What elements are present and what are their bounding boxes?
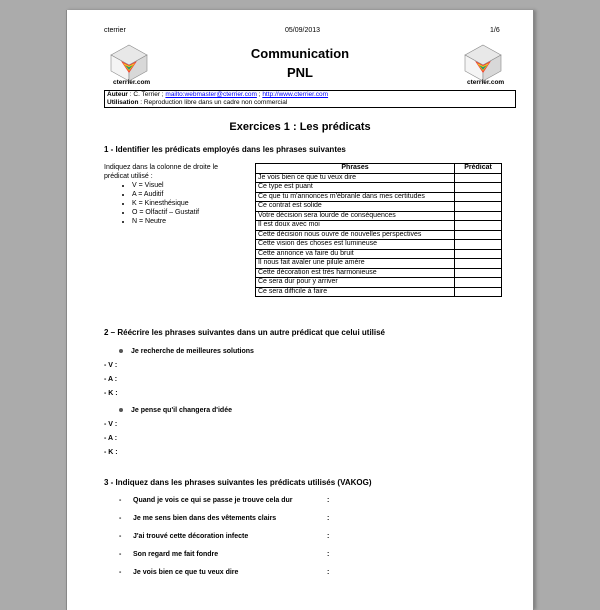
row-colon: : <box>327 497 330 504</box>
row-dash: - <box>119 515 122 522</box>
predicate-cell[interactable] <box>455 287 502 297</box>
table-row <box>256 268 502 278</box>
predicate-cell[interactable] <box>455 278 502 288</box>
table-row <box>256 211 502 221</box>
intro-line-1: Indiquez dans la colonne de droite le <box>104 164 219 171</box>
document-page <box>66 10 534 610</box>
label-k: - K : <box>104 390 118 397</box>
bullet-icon <box>119 408 123 412</box>
row-colon: : <box>327 551 330 558</box>
table-row <box>256 278 502 288</box>
author-value: : C. Terrier ; <box>127 91 166 98</box>
row-colon: : <box>327 569 330 576</box>
legend-item: • K = Kinesthésique <box>132 199 244 208</box>
phrase-cell: Ce sera difficile à faire <box>256 287 455 297</box>
table-row <box>256 221 502 231</box>
label-a: - A : <box>104 435 118 442</box>
predicate-cell[interactable] <box>455 211 502 221</box>
phrase-cell: Cette décision nous ouvre de nouvelles perspectives <box>256 230 455 240</box>
section2-item-2-text: Je pense qu'il changera d'idée <box>131 407 232 414</box>
phrase-cell: Cette vision des choses est lumineuse <box>256 240 455 250</box>
phrase-cell: Cette annonce va faire du bruit <box>256 249 455 259</box>
legend-item: • V = Visuel <box>132 181 244 190</box>
usage-line <box>107 99 513 107</box>
predicate-cell[interactable] <box>455 221 502 231</box>
header-page-number: 1/6 <box>490 27 500 34</box>
predicate-cell[interactable] <box>455 259 502 269</box>
row-colon: : <box>327 533 330 540</box>
section3-heading: 3 - Indiquez dans les phrases suivantes les prédicats utilisés (VAKOG) <box>104 478 372 487</box>
legend-item: • O = Olfactif – Gustatif <box>132 208 244 217</box>
section2-item-1-text: Je recherche de meilleures solutions <box>131 348 254 355</box>
table-row <box>256 240 502 250</box>
logo-right-text: cterrier.com <box>467 79 505 86</box>
label-a: - A : <box>104 376 118 383</box>
predicate-cell[interactable] <box>455 183 502 193</box>
section2-item-2 <box>119 407 232 414</box>
predicate-cell[interactable] <box>455 173 502 183</box>
predicate-cell[interactable] <box>455 249 502 259</box>
section1-heading: 1 - Identifier les prédicats employés dans les phrases suivantes <box>104 145 346 154</box>
row-colon: : <box>327 515 330 522</box>
section1-intro <box>104 163 244 226</box>
exercise-title: Exercices 1 : Les prédicats <box>229 121 371 133</box>
row-dash: - <box>119 551 122 558</box>
legend-item: • N = Neutre <box>132 217 244 226</box>
site-link[interactable]: http://www.cterrier.com <box>262 91 329 98</box>
phrase-cell: Il est doux avec moi <box>256 221 455 231</box>
intro-line-2: prédicat utilisé : <box>104 173 153 180</box>
phrase-cell: Cette décoration est très harmonieuse <box>256 268 455 278</box>
phrase-cell: Votre décision sera lourde de conséquences <box>256 211 455 221</box>
row-text: Son regard me fait fondre <box>133 551 219 558</box>
table-header-row <box>256 164 502 174</box>
row-dash: - <box>119 497 122 504</box>
phrase-cell: Ce type est puant <box>256 183 455 193</box>
table-row <box>256 202 502 212</box>
header-date: 05/09/2013 <box>285 27 321 34</box>
predicates-table <box>255 163 502 297</box>
logo-left-text: cterrier.com <box>113 79 151 86</box>
legend-item: • A = Auditif <box>132 190 244 199</box>
table-row <box>256 259 502 269</box>
phrase-cell: Il nous fait avaler une pilule amère <box>256 259 455 269</box>
table-row <box>256 173 502 183</box>
author-label: Auteur <box>107 91 128 98</box>
label-k: - K : <box>104 449 118 456</box>
row-text: J'ai trouvé cette décoration infecte <box>133 533 249 540</box>
section2-heading: 2 – Réécrire les phrases suivantes dans un autre prédicat que celui utilisé <box>104 328 386 337</box>
predicate-legend <box>104 181 244 226</box>
row-text: Je me sens bien dans des vêtements clairs <box>133 515 277 522</box>
row-dash: - <box>119 533 122 540</box>
table-row <box>256 230 502 240</box>
predicate-cell[interactable] <box>455 240 502 250</box>
row-text: Je vois bien ce que tu veux dire <box>133 569 239 576</box>
predicate-cell[interactable] <box>455 192 502 202</box>
label-v: - V : <box>104 362 118 369</box>
predicate-cell[interactable] <box>455 268 502 278</box>
header-author: cterrier <box>104 27 126 34</box>
phrase-cell: Je vois bien ce que tu veux dire <box>256 173 455 183</box>
table-row <box>256 183 502 193</box>
info-separator: ; <box>256 91 263 98</box>
row-text: Quand je vois ce qui se passe je trouve cela dur <box>133 497 293 504</box>
document-title: Communication <box>250 46 350 61</box>
mail-link[interactable]: mailto:webmaster@cterrier.com <box>165 91 257 98</box>
header-phrases: Phrases <box>256 164 455 174</box>
predicate-cell[interactable] <box>455 230 502 240</box>
usage-value: : Reproduction libre dans un cadre non commercial <box>138 99 288 106</box>
usage-label: Utilisation <box>107 99 139 106</box>
phrase-cell: Ce contrat est solide <box>256 202 455 212</box>
header-predicat: Prédicat <box>455 164 502 174</box>
label-v: - V : <box>104 421 118 428</box>
info-box <box>104 90 516 108</box>
author-line <box>107 91 513 99</box>
table-row <box>256 287 502 297</box>
table-row <box>256 192 502 202</box>
bullet-icon <box>119 349 123 353</box>
phrase-cell: Ce sera dur pour y arriver <box>256 278 455 288</box>
row-dash: - <box>119 569 122 576</box>
section2-item-1 <box>119 348 254 355</box>
document-subtitle: PNL <box>287 65 313 80</box>
phrase-cell: Ce que tu m'annonces m'ébranle dans mes certitudes <box>256 192 455 202</box>
table-row <box>256 249 502 259</box>
predicate-cell[interactable] <box>455 202 502 212</box>
